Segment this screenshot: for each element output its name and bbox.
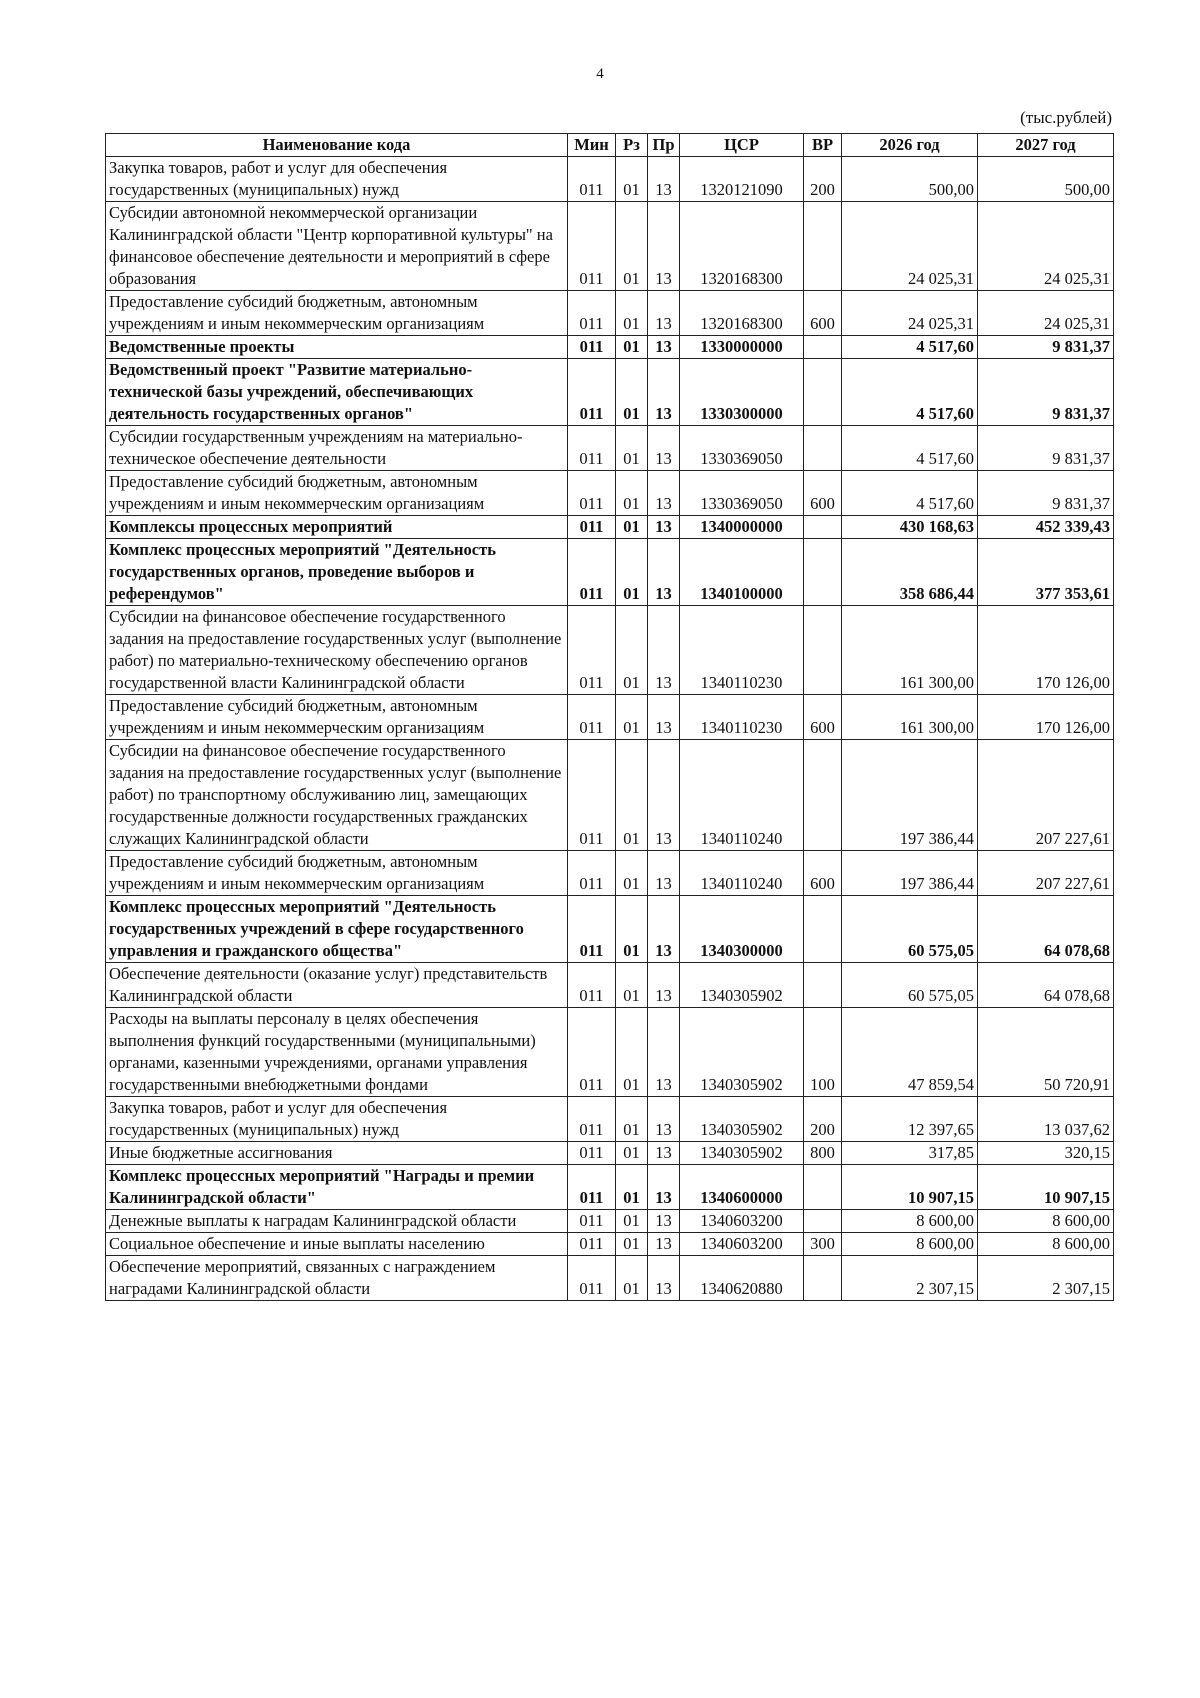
min-cell: 011 [568,963,616,1008]
table-row [106,1233,1114,1256]
min-cell: 011 [568,336,616,359]
amount-2026-cell: 24 025,31 [842,202,978,291]
min-cell: 011 [568,426,616,471]
csr-cell: 1340603200 [680,1233,804,1256]
vr-cell: 600 [804,291,842,336]
rz-cell: 01 [616,1256,648,1301]
vr-cell [804,740,842,851]
amount-2026-cell: 8 600,00 [842,1233,978,1256]
pr-cell: 13 [648,1008,680,1097]
amount-2026-cell: 10 907,15 [842,1165,978,1210]
name-cell: Ведомственные проекты [106,336,568,359]
name-cell: Предоставление субсидий бюджетным, автономным учреждениям и иным некоммерческим организациям [106,695,568,740]
pr-cell: 13 [648,851,680,896]
name-cell: Комплекс процессных мероприятий "Деятельность государственных органов, проведение выборов и референдумов" [106,539,568,606]
amount-2027-cell: 8 600,00 [978,1233,1114,1256]
min-cell: 011 [568,1233,616,1256]
amount-2026-cell: 161 300,00 [842,695,978,740]
name-cell: Предоставление субсидий бюджетным, автономным учреждениям и иным некоммерческим организациям [106,291,568,336]
table-header-row [106,134,1114,157]
min-cell: 011 [568,291,616,336]
pr-cell: 13 [648,1210,680,1233]
pr-cell: 13 [648,740,680,851]
amount-2026-cell: 60 575,05 [842,963,978,1008]
table-row [106,963,1114,1008]
name-cell: Закупка товаров, работ и услуг для обеспечения государственных (муниципальных) нужд [106,1097,568,1142]
rz-cell: 01 [616,1142,648,1165]
column-header-pr: Пр [648,134,680,157]
rz-cell: 01 [616,516,648,539]
pr-cell: 13 [648,1142,680,1165]
table-row [106,359,1114,426]
min-cell: 011 [568,516,616,539]
pr-cell: 13 [648,359,680,426]
name-cell: Предоставление субсидий бюджетным, автономным учреждениям и иным некоммерческим организациям [106,851,568,896]
pr-cell: 13 [648,1097,680,1142]
min-cell: 011 [568,157,616,202]
amount-2026-cell: 430 168,63 [842,516,978,539]
amount-2027-cell: 10 907,15 [978,1165,1114,1210]
csr-cell: 1330369050 [680,426,804,471]
min-cell: 011 [568,1008,616,1097]
name-cell: Комплекс процессных мероприятий "Награды и премии Калининградской области" [106,1165,568,1210]
rz-cell: 01 [616,740,648,851]
min-cell: 011 [568,606,616,695]
pr-cell: 13 [648,963,680,1008]
column-header-rz: Рз [616,134,648,157]
column-header-min: Мин [568,134,616,157]
pr-cell: 13 [648,896,680,963]
table-row [106,1165,1114,1210]
column-header-csr: ЦСР [680,134,804,157]
table-row [106,1256,1114,1301]
csr-cell: 1340110230 [680,606,804,695]
vr-cell [804,963,842,1008]
rz-cell: 01 [616,157,648,202]
csr-cell: 1320168300 [680,291,804,336]
vr-cell [804,539,842,606]
amount-2027-cell: 50 720,91 [978,1008,1114,1097]
table-row [106,896,1114,963]
pr-cell: 13 [648,1233,680,1256]
min-cell: 011 [568,1210,616,1233]
rz-cell: 01 [616,539,648,606]
table-row [106,1142,1114,1165]
column-header-name: Наименование кода [106,134,568,157]
rz-cell: 01 [616,359,648,426]
rz-cell: 01 [616,1097,648,1142]
name-cell: Расходы на выплаты персоналу в целях обеспечения выполнения функций государственными (муниципальными) органами, казенными учреждениями, органами управления государственными внебюджетными фондами [106,1008,568,1097]
rz-cell: 01 [616,1165,648,1210]
rz-cell: 01 [616,896,648,963]
vr-cell [804,606,842,695]
amount-2027-cell: 207 227,61 [978,851,1114,896]
column-header-2026: 2026 год [842,134,978,157]
table-row [106,471,1114,516]
amount-2026-cell: 4 517,60 [842,336,978,359]
amount-2026-cell: 161 300,00 [842,606,978,695]
rz-cell: 01 [616,471,648,516]
amount-2027-cell: 13 037,62 [978,1097,1114,1142]
rz-cell: 01 [616,202,648,291]
vr-cell [804,336,842,359]
csr-cell: 1340300000 [680,896,804,963]
amount-2027-cell: 320,15 [978,1142,1114,1165]
rz-cell: 01 [616,1008,648,1097]
pr-cell: 13 [648,695,680,740]
vr-cell: 200 [804,157,842,202]
pr-cell: 13 [648,291,680,336]
name-cell: Субсидии автономной некоммерческой организации Калининградской области "Центр корпоративной культуры" на финансовое обеспечение деятельности и мероприятий в сфере образования [106,202,568,291]
pr-cell: 13 [648,426,680,471]
vr-cell: 100 [804,1008,842,1097]
min-cell: 011 [568,896,616,963]
name-cell: Закупка товаров, работ и услуг для обеспечения государственных (муниципальных) нужд [106,157,568,202]
name-cell: Субсидии государственным учреждениям на материально-техническое обеспечение деятельности [106,426,568,471]
column-header-vr: ВР [804,134,842,157]
csr-cell: 1330000000 [680,336,804,359]
table-row [106,516,1114,539]
name-cell: Комплексы процессных мероприятий [106,516,568,539]
amount-2026-cell: 4 517,60 [842,359,978,426]
name-cell: Денежные выплаты к наградам Калининградской области [106,1210,568,1233]
amount-2026-cell: 197 386,44 [842,740,978,851]
min-cell: 011 [568,1097,616,1142]
vr-cell [804,359,842,426]
amount-2027-cell: 24 025,31 [978,202,1114,291]
csr-cell: 1340100000 [680,539,804,606]
amount-2026-cell: 47 859,54 [842,1008,978,1097]
table-row [106,202,1114,291]
amount-2027-cell: 452 339,43 [978,516,1114,539]
vr-cell: 600 [804,471,842,516]
page-number: 4 [596,66,604,82]
table-row [106,1210,1114,1233]
csr-cell: 1330369050 [680,471,804,516]
rz-cell: 01 [616,963,648,1008]
table-row [106,1008,1114,1097]
csr-cell: 1340110240 [680,740,804,851]
amount-2027-cell: 2 307,15 [978,1256,1114,1301]
amount-2027-cell: 377 353,61 [978,539,1114,606]
csr-cell: 1340620880 [680,1256,804,1301]
table-row [106,606,1114,695]
csr-cell: 1340305902 [680,1097,804,1142]
name-cell: Иные бюджетные ассигнования [106,1142,568,1165]
table-row [106,740,1114,851]
rz-cell: 01 [616,1233,648,1256]
amount-2027-cell: 64 078,68 [978,896,1114,963]
table-row [106,426,1114,471]
csr-cell: 1340305902 [680,1008,804,1097]
rz-cell: 01 [616,851,648,896]
table-row [106,291,1114,336]
budget-table [105,133,1114,1301]
pr-cell: 13 [648,1165,680,1210]
min-cell: 011 [568,202,616,291]
amount-2026-cell: 317,85 [842,1142,978,1165]
amount-2027-cell: 170 126,00 [978,606,1114,695]
name-cell: Субсидии на финансовое обеспечение государственного задания на предоставление государственных услуг (выполнение работ) по материально-техническому обеспечению органов государственной власти Калининградской области [106,606,568,695]
name-cell: Ведомственный проект "Развитие материально-технической базы учреждений, обеспечивающих деятельность государственных органов" [106,359,568,426]
pr-cell: 13 [648,202,680,291]
csr-cell: 1320168300 [680,202,804,291]
rz-cell: 01 [616,1210,648,1233]
min-cell: 011 [568,851,616,896]
rz-cell: 01 [616,336,648,359]
vr-cell: 600 [804,695,842,740]
rz-cell: 01 [616,426,648,471]
vr-cell [804,202,842,291]
amount-2026-cell: 4 517,60 [842,471,978,516]
csr-cell: 1330300000 [680,359,804,426]
name-cell: Предоставление субсидий бюджетным, автономным учреждениям и иным некоммерческим организациям [106,471,568,516]
amount-2027-cell: 500,00 [978,157,1114,202]
name-cell: Субсидии на финансовое обеспечение государственного задания на предоставление государственных услуг (выполнение работ) по транспортному обслуживанию лиц, замещающих государственные должности государственных гражданских служащих Калининградской области [106,740,568,851]
rz-cell: 01 [616,695,648,740]
vr-cell: 600 [804,851,842,896]
vr-cell: 200 [804,1097,842,1142]
amount-2027-cell: 64 078,68 [978,963,1114,1008]
table-row [106,695,1114,740]
vr-cell [804,896,842,963]
vr-cell [804,1165,842,1210]
unit-note: (тыс.рублей) [1020,108,1112,127]
pr-cell: 13 [648,471,680,516]
amount-2027-cell: 9 831,37 [978,426,1114,471]
csr-cell: 1340000000 [680,516,804,539]
vr-cell [804,516,842,539]
amount-2027-cell: 24 025,31 [978,291,1114,336]
pr-cell: 13 [648,539,680,606]
csr-cell: 1320121090 [680,157,804,202]
table-row [106,157,1114,202]
rz-cell: 01 [616,291,648,336]
vr-cell [804,1256,842,1301]
amount-2027-cell: 170 126,00 [978,695,1114,740]
csr-cell: 1340600000 [680,1165,804,1210]
csr-cell: 1340110240 [680,851,804,896]
amount-2026-cell: 8 600,00 [842,1210,978,1233]
amount-2027-cell: 8 600,00 [978,1210,1114,1233]
amount-2026-cell: 197 386,44 [842,851,978,896]
amount-2026-cell: 60 575,05 [842,896,978,963]
min-cell: 011 [568,1165,616,1210]
name-cell: Обеспечение деятельности (оказание услуг) представительств Калининградской области [106,963,568,1008]
min-cell: 011 [568,539,616,606]
vr-cell: 800 [804,1142,842,1165]
amount-2026-cell: 358 686,44 [842,539,978,606]
table-body [106,157,1114,1301]
amount-2027-cell: 207 227,61 [978,740,1114,851]
vr-cell: 300 [804,1233,842,1256]
name-cell: Комплекс процессных мероприятий "Деятельность государственных учреждений в сфере государственного управления и гражданского общества" [106,896,568,963]
amount-2027-cell: 9 831,37 [978,336,1114,359]
column-header-2027: 2027 год [978,134,1114,157]
min-cell: 011 [568,740,616,851]
pr-cell: 13 [648,157,680,202]
amount-2026-cell: 4 517,60 [842,426,978,471]
pr-cell: 13 [648,516,680,539]
min-cell: 011 [568,1142,616,1165]
min-cell: 011 [568,359,616,426]
min-cell: 011 [568,471,616,516]
pr-cell: 13 [648,606,680,695]
csr-cell: 1340305902 [680,963,804,1008]
min-cell: 011 [568,695,616,740]
table-row [106,539,1114,606]
amount-2026-cell: 500,00 [842,157,978,202]
csr-cell: 1340305902 [680,1142,804,1165]
vr-cell [804,1210,842,1233]
amount-2027-cell: 9 831,37 [978,471,1114,516]
amount-2026-cell: 12 397,65 [842,1097,978,1142]
rz-cell: 01 [616,606,648,695]
csr-cell: 1340603200 [680,1210,804,1233]
vr-cell [804,426,842,471]
name-cell: Обеспечение мероприятий, связанных с награждением наградами Калининградской области [106,1256,568,1301]
amount-2026-cell: 24 025,31 [842,291,978,336]
pr-cell: 13 [648,336,680,359]
amount-2027-cell: 9 831,37 [978,359,1114,426]
table-row [106,336,1114,359]
csr-cell: 1340110230 [680,695,804,740]
pr-cell: 13 [648,1256,680,1301]
name-cell: Социальное обеспечение и иные выплаты населению [106,1233,568,1256]
min-cell: 011 [568,1256,616,1301]
amount-2026-cell: 2 307,15 [842,1256,978,1301]
table-row [106,1097,1114,1142]
table-row [106,851,1114,896]
